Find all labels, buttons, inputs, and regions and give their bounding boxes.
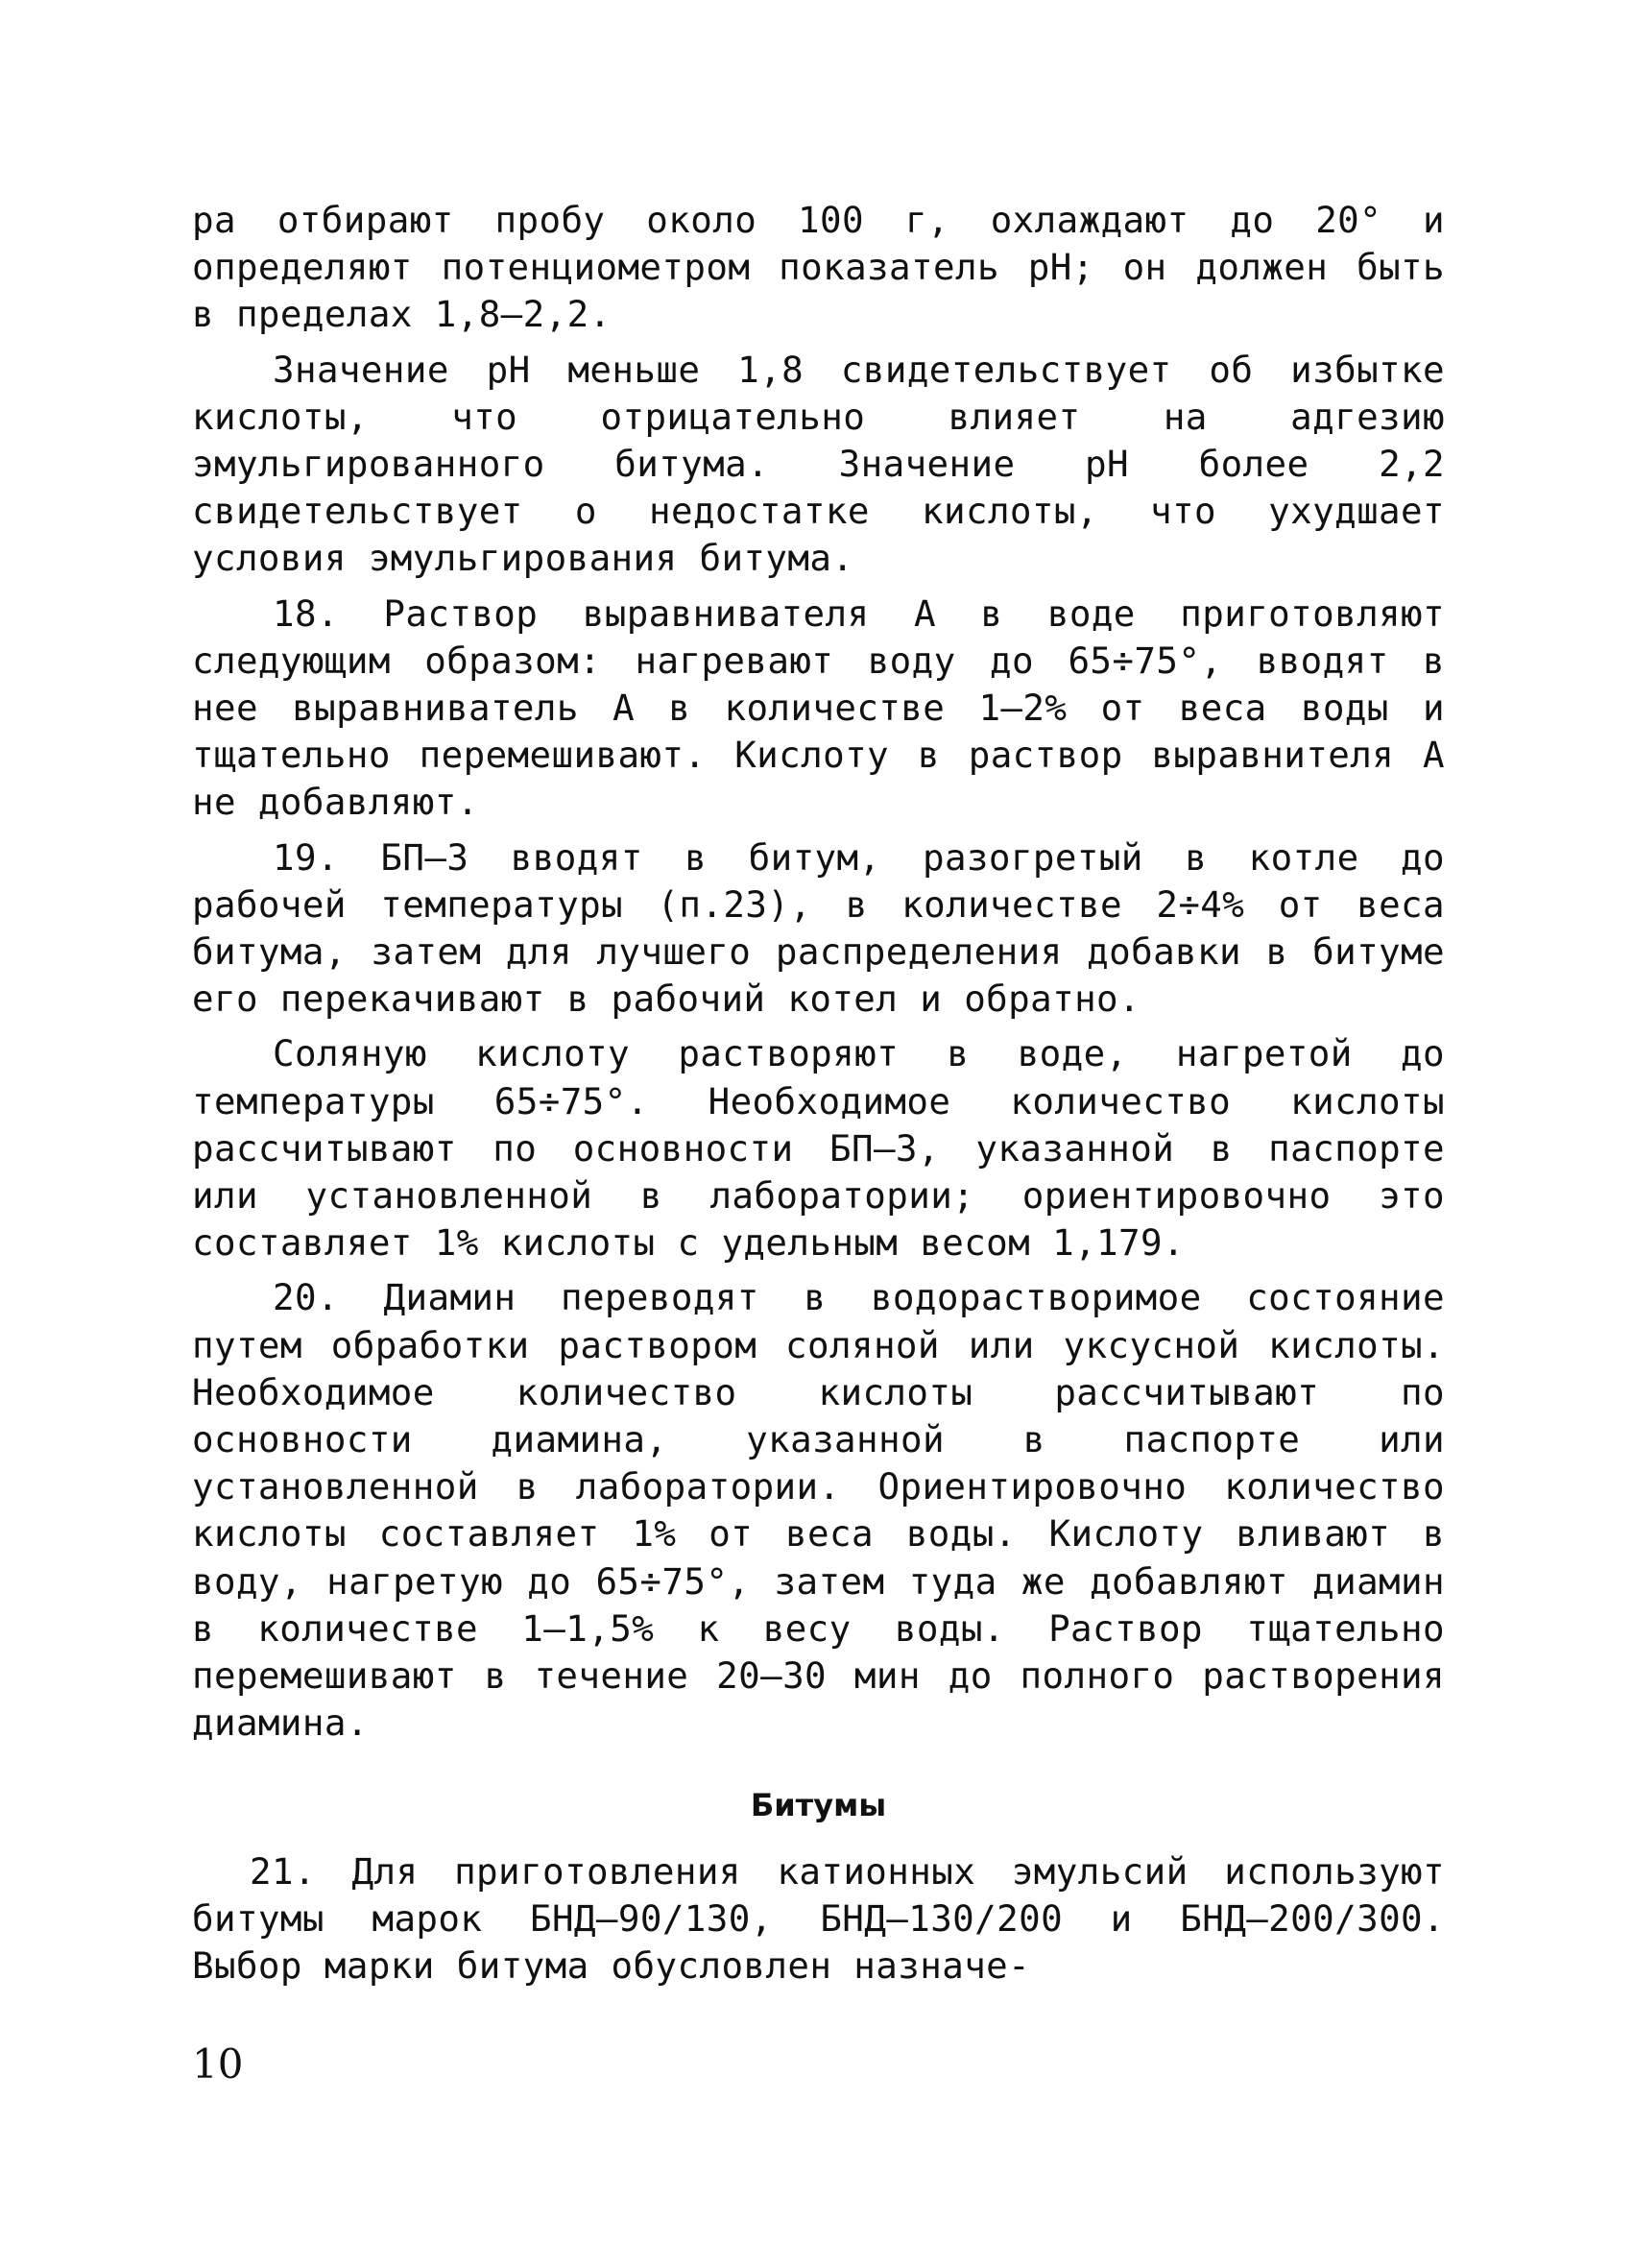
section-heading: Битумы: [750, 1787, 887, 1823]
paragraph-ph-sampling: ра отбирают пробу около 100 г, охлаждают до 20° и определяют потенциометром показатель pH; он должен быть в пределах 1,8–2,2.: [192, 199, 1445, 336]
page-number: 10: [192, 2040, 244, 2087]
paragraph-18-leveler-solution: 18. Раствор выравнивателя А в воде приготовляют следующим образом: нагревают воду до 65÷75°, вводят в нее выравниватель А в количестве 1–2% от веса воды и тщательно перемешивают. Кислоту в раствор выравнителя А не добавляют.: [192, 591, 1445, 824]
body-text: [192, 197, 1445, 1755]
paragraph-20-diamine: 20. Диамин переводят в водорастворимое состояние путем обработки раствором соляной или уксусной кислоты. Необходимое количество кислоты рассчитывают по основности диамина, указанной в паспорте или установленной в лаборатории. Ориентировочно количество кислоты составляет 1% от веса воды. Кислоту вливают в воду, нагретую до 65÷75°, затем туда же добавляют диамин в количестве 1–1,5% к весу воды. Раствор тщательно перемешивают в течение 20–30 мин до полного растворения диамина.: [192, 1276, 1445, 1745]
section-body: [192, 1848, 1445, 1991]
paragraph-hydrochloric-acid: Соляную кислоту растворяют в воде, нагретой до температуры 65÷75°. Необходимое количество кислоты рассчитывают по основности БП–3, указанной в паспорте или установленной в лаборатории; ориентировочно это составляет 1% кислоты с удельным весом 1,179.: [192, 1032, 1445, 1265]
paragraph-19-bp3: 19. БП–3 вводят в битум, разогретый в котле до рабочей температуры (п.23), в количестве 2÷4% от веса битума, затем для лучшего распределения добавки в битуме его перекачивают в рабочий котел и обратно.: [192, 835, 1445, 1021]
paragraph-21-bitumen-grades: 21. Для приготовления катионных эмульсий используют битумы марок БНД–90/130, БНД–130/200 и БНД–200/300. Выбор марки битума обусловлен назначе-: [192, 1850, 1445, 1988]
paragraph-ph-meaning: Значение pH меньше 1,8 свидетельствует об избытке кислоты, что отрицательно влияет на адгезию эмульгированного битума. Значение pH более 2,2 свидетельствует о недостатке кислоты, что ухудшает условия эмульгирования битума.: [192, 348, 1445, 580]
